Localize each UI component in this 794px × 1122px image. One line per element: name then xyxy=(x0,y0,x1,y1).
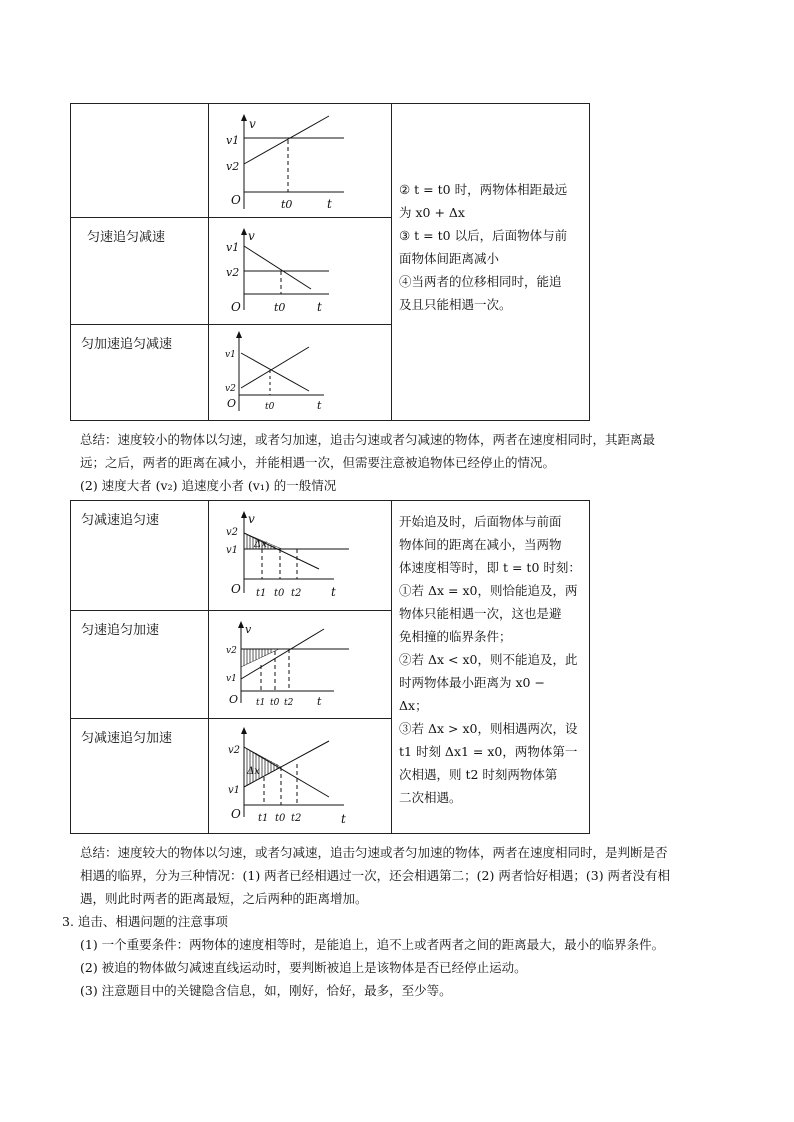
origin-label: O xyxy=(231,300,241,314)
v2-label: v2 xyxy=(228,745,241,756)
vt-graph-3 xyxy=(209,325,391,421)
note-line: 体速度相等时，即 t = t0 时刻： xyxy=(399,560,581,575)
table-row xyxy=(71,719,391,834)
summary-line: 总结：速度较小的物体以匀速，或者匀加速，追击匀速或者匀减速的物体，两者在速度相同时，其距离最 xyxy=(80,432,656,447)
v1-label: v1 xyxy=(226,545,239,556)
note-line: ②若 Δx < x0，则不能追及，此 xyxy=(399,652,578,667)
table-row xyxy=(71,501,391,611)
t2-label: t2 xyxy=(291,588,302,599)
note-line: 为 x0 + Δx xyxy=(399,205,465,220)
t-label: t xyxy=(331,585,336,599)
note-line: 免相撞的临界条件； xyxy=(399,629,512,644)
v-axis-arrow xyxy=(241,511,247,518)
v2-label: v2 xyxy=(226,646,237,656)
note-line: ③若 Δx > x0，则相遇两次，设 xyxy=(399,721,578,736)
row-label: 匀减速追匀加速 xyxy=(71,719,209,834)
line-increasing xyxy=(244,116,329,164)
dx-label: Δx xyxy=(247,766,260,777)
table-row xyxy=(71,104,391,218)
note-line: 时两物体最小距离为 x0 − xyxy=(399,675,545,690)
t1-label: t1 xyxy=(258,813,269,824)
v1-label: v1 xyxy=(228,785,241,796)
vt-graph-2 xyxy=(209,218,391,325)
line-decreasing xyxy=(244,246,311,289)
v-axis-arrow xyxy=(236,331,242,338)
t0-label: t0 xyxy=(274,301,286,314)
origin-label: O xyxy=(231,582,241,596)
v1-label: v1 xyxy=(226,674,237,684)
note-line: 开始追及时，后面物体与前面 xyxy=(399,514,562,529)
table-row xyxy=(71,611,391,719)
summary-line: 总结：速度较大的物体以匀速，或者匀减速，追击匀速或者匀加速的物体，两者在速度相同时，是判断是否 xyxy=(80,845,668,860)
dx-label: Δx xyxy=(254,539,267,550)
section-3 xyxy=(62,910,702,1002)
t-label: t xyxy=(341,812,346,826)
vt-graph-cell xyxy=(209,611,391,718)
vt-graph-5 xyxy=(209,611,391,719)
t0-label: t0 xyxy=(281,198,293,211)
summary-1 xyxy=(80,428,720,497)
note-line: ①若 Δx = x0，则恰能追及，两 xyxy=(399,583,578,598)
note-line: 物体只能相遇一次，这也是避 xyxy=(399,606,562,621)
vt-graph-cell xyxy=(209,325,391,421)
row-label: 匀速追匀加速 xyxy=(71,611,209,718)
row-label: 匀减速追匀速 xyxy=(71,501,209,610)
v-axis-arrow xyxy=(241,114,247,121)
t1-label: t1 xyxy=(256,588,267,599)
table-row xyxy=(71,325,391,421)
v-label: v xyxy=(249,117,256,131)
row-label: 匀速追匀减速 xyxy=(71,218,209,324)
v-label: v xyxy=(248,229,255,243)
table-2 xyxy=(70,500,590,834)
t0-label: t0 xyxy=(270,698,280,708)
t-label: t xyxy=(317,300,322,314)
vt-graph-1 xyxy=(209,104,391,218)
t-label: t xyxy=(327,197,332,211)
t1-label: t1 xyxy=(256,698,266,708)
row-label: 匀加速追匀减速 xyxy=(71,325,209,421)
note-line: Δx； xyxy=(399,698,428,713)
section-item: (1) 一个重要条件：两物体的速度相等时，是能追上，追不上或者两者之间的距离最大，最小的临界条件。 xyxy=(80,937,665,952)
note-line: t1 时刻 Δx1 = x0，两物体第一 xyxy=(399,744,578,759)
note-line: 物体间的距离在减小，当两物 xyxy=(399,537,562,552)
origin-label: O xyxy=(227,397,237,410)
table-1 xyxy=(70,103,590,421)
v2-label: v2 xyxy=(226,527,239,538)
row-label xyxy=(71,104,209,217)
v1-label: v1 xyxy=(226,241,240,254)
v-axis-arrow xyxy=(241,727,247,734)
section-item: (3) 注意题目中的关键隐含信息，如，刚好，恰好，最多，至少等。 xyxy=(80,983,452,998)
note-line: 次相遇，则 t2 时刻两物体第 xyxy=(399,767,558,782)
vt-graph-cell xyxy=(209,218,391,324)
note-line: ④当两者的位移相同时，能追 xyxy=(399,274,562,289)
v2-label: v2 xyxy=(226,160,240,173)
line-increasing xyxy=(241,629,324,679)
vt-graph-cell xyxy=(209,501,391,610)
origin-label: O xyxy=(231,193,241,207)
t2-label: t2 xyxy=(284,698,294,708)
note-line: ③ t = t0 以后，后面物体与前 xyxy=(399,228,568,243)
summary-line: 相遇的临界，分为三种情况：(1) 两者已经相遇过一次，还会相遇第二；(2) 两者恰好相遇；(3) 两者没有相 xyxy=(80,868,671,883)
origin-label: O xyxy=(229,693,239,706)
note-line: 面物体间距离减小 xyxy=(399,251,500,266)
origin-label: O xyxy=(231,807,241,821)
table-row xyxy=(71,218,391,325)
t0-label: t0 xyxy=(274,588,285,599)
v-label: v xyxy=(248,512,255,526)
section-heading: (2) 速度大者 (v₂) 追速度小者 (v₁) 的一般情况 xyxy=(80,478,337,493)
line-increasing xyxy=(244,741,329,787)
t-label: t xyxy=(317,695,322,708)
v-label: v xyxy=(245,623,252,636)
section-title: 3. 追击、相遇问题的注意事项 xyxy=(62,914,228,929)
v1-label: v1 xyxy=(225,350,236,360)
t0-label: t0 xyxy=(275,813,286,824)
section-item: (2) 被追的物体做匀减速直线运动时，要判断被追上是该物体是否已经停止运动。 xyxy=(80,960,527,975)
note-line: 二次相遇。 xyxy=(399,790,462,805)
vt-graph-cell xyxy=(209,104,391,217)
v-axis-arrow xyxy=(241,228,247,235)
t-label: t xyxy=(317,399,322,412)
vt-graph-6 xyxy=(209,719,391,834)
note-line: 及且只能相遇一次。 xyxy=(399,297,512,312)
summary-line: 遇，则此时两者的距离最短，之后两种的距离增加。 xyxy=(80,891,368,906)
v2-label: v2 xyxy=(226,266,240,279)
summary-2 xyxy=(80,841,720,910)
v1-label: v1 xyxy=(226,134,240,147)
t2-label: t2 xyxy=(291,813,302,824)
table1-note xyxy=(391,104,589,420)
summary-line: 远；之后，两者的距离在减小，并能相遇一次，但需要注意被追物体已经停止的情况。 xyxy=(80,455,556,470)
vt-graph-4 xyxy=(209,501,391,611)
v2-label: v2 xyxy=(225,384,236,394)
line-decreasing xyxy=(241,353,309,391)
vt-graph-cell xyxy=(209,719,391,834)
note-line: ② t = t0 时，两物体相距最远 xyxy=(399,182,568,197)
line-increasing xyxy=(241,347,309,388)
t0-label: t0 xyxy=(265,402,275,412)
v-axis-arrow xyxy=(238,621,244,628)
table2-note xyxy=(391,501,589,833)
